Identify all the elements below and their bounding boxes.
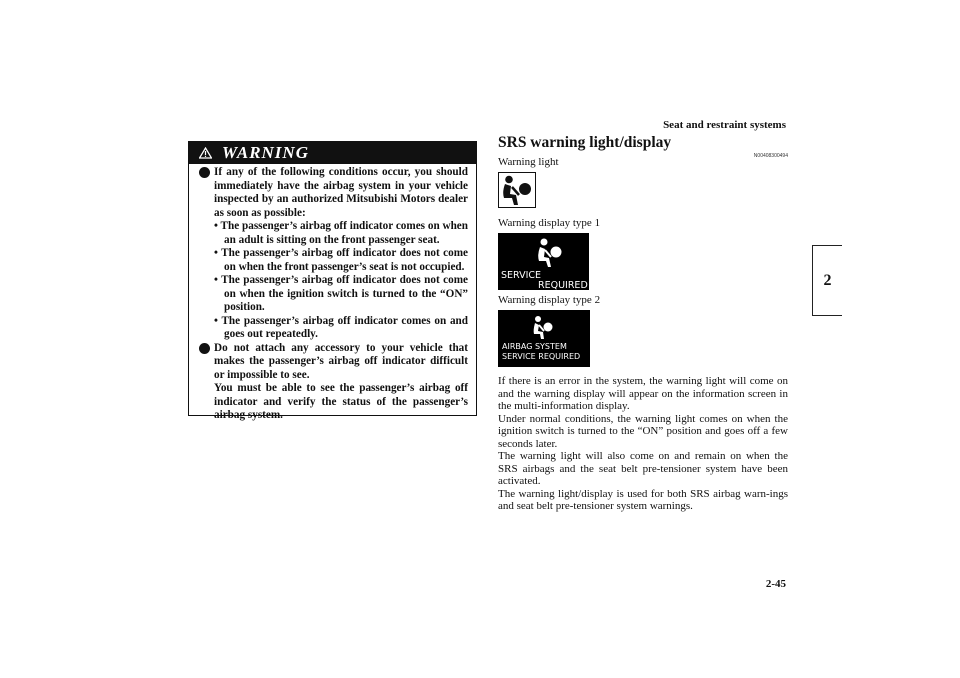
body-paragraph: Under normal conditions, the warning light comes on when the ignition switch is turned to the “ON” position and goes off a few seconds later. <box>498 412 788 450</box>
label-display-type-2: Warning display type 2 <box>498 294 601 306</box>
srs-warning-light-icon <box>498 172 788 213</box>
display-1-line-2: REQUIRED <box>538 280 588 291</box>
section-title: SRS warning light/display <box>498 134 672 151</box>
warning-body <box>189 164 476 423</box>
bullet-icon <box>199 343 210 354</box>
warning-item <box>199 342 468 423</box>
body-paragraph: The warning light/display is used for both SRS airbag warn-ings and seat belt pre-tensioner system warnings. <box>498 487 788 512</box>
running-header: Seat and restraint systems <box>663 119 786 131</box>
display-2-line-1: AIRBAG SYSTEM <box>502 342 567 351</box>
page-number: 2-45 <box>765 578 786 590</box>
body-paragraph: If there is an error in the system, the warning light will come on and the warning display will appear on the information screen in the multi-information display. <box>498 375 788 412</box>
warning-item-extra: You must be able to see the passenger’s airbag off indicator and verify the status of the passenger’s airbag system. <box>214 382 468 421</box>
section-code: N00408300494 <box>753 153 788 159</box>
warning-header <box>189 142 476 164</box>
warning-subitem: • The passenger’s airbag off indicator does not come on when the ignition switch is turned to the “ON” position. <box>214 274 468 313</box>
warning-title: WARNING <box>222 143 309 162</box>
section-body <box>498 375 788 513</box>
warning-item-text: Do not attach any accessory to your vehicle that makes the passenger’s airbag off indicator difficult or impossible to see. <box>214 341 468 381</box>
display-1-line-1: SERVICE <box>501 270 542 281</box>
warning-triangle-icon <box>199 147 212 159</box>
srs-section <box>498 134 788 513</box>
warning-subitem: • The passenger’s airbag off indicator comes on when an adult is sitting on the front passenger seat. <box>214 220 468 246</box>
warning-item <box>199 166 468 342</box>
display-2-line-2: SERVICE REQUIRED <box>502 352 581 361</box>
warning-subitem: • The passenger’s airbag off indicator comes on and goes out repeatedly. <box>214 314 468 340</box>
body-paragraph: The warning light will also come on and remain on when the SRS airbags and the seat belt pre-tensioner system have been activated. <box>498 450 788 487</box>
chapter-tab: 2 <box>812 245 842 316</box>
bullet-icon <box>199 167 210 178</box>
label-warning-light: Warning light <box>498 156 559 168</box>
warning-display-type-2 <box>498 310 590 367</box>
warning-display-type-1 <box>498 233 589 290</box>
warning-box <box>188 141 477 421</box>
warning-item-text: If any of the following conditions occur, you should immediately have the airbag system in your vehicle inspected by an authorized Mitsubishi Motors dealer as soon as possible: <box>214 166 468 219</box>
warning-subitem: • The passenger’s airbag off indicator does not come on when the front passenger’s seat is not occupied. <box>214 247 468 273</box>
label-display-type-1: Warning display type 1 <box>498 217 601 229</box>
